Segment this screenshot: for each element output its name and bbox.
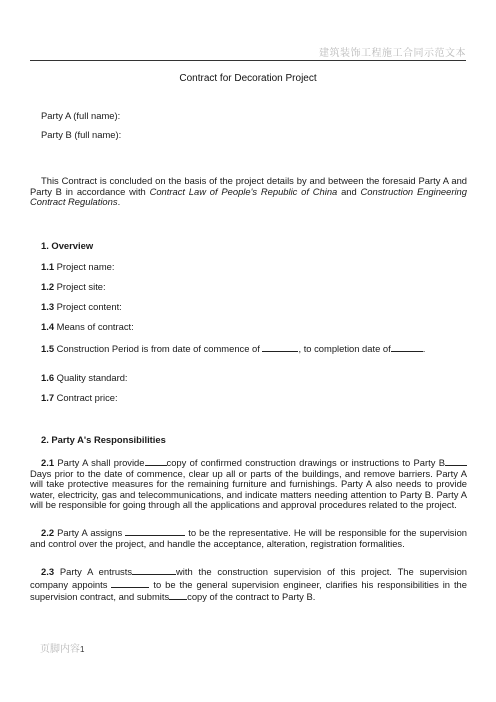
footer-label: 页脚内容 <box>40 644 80 655</box>
clause-text: Project content: <box>54 301 122 312</box>
section-2-heading: 2. Party A's Responsibilities <box>41 434 166 445</box>
clause-text: copy of confirmed construction drawings or instructions to Party B <box>166 457 446 468</box>
clause-text: Days prior to the date of commence, clear up all or parts of the buildings, and remove barriers. Party A will take protective measures for the remaining furniture and furnishings. Party A also needs to provide water, electricity, gas and telecommunications, and indicate matters needing attention to Party B. Party A will be responsible for going through all the applications and approval procedures related to the project. <box>30 467 467 511</box>
intro-text: This Contract is concluded on the basis of the project details by and between the foresaid Party A and Party B in accordance with <box>30 175 467 197</box>
clause-2-1 <box>30 456 467 511</box>
intro-paragraph <box>30 176 467 208</box>
blank-field <box>262 342 298 352</box>
clause-number: 2.2 <box>41 527 55 538</box>
clause-2-3 <box>30 565 467 603</box>
blank-field <box>145 456 167 466</box>
party-a-line: Party A (full name): <box>41 110 121 121</box>
clause-1-6 <box>41 373 467 384</box>
intro-and: and <box>337 185 361 197</box>
clause-1-3 <box>41 302 467 313</box>
clause-number: 1.1 <box>41 261 55 272</box>
blank-field <box>132 565 176 575</box>
clause-1-4 <box>41 322 467 333</box>
party-b-line: Party B (full name): <box>41 129 122 140</box>
clause-text: Construction Period is from date of commence of <box>54 343 263 354</box>
clause-text: Party A assigns <box>54 527 126 538</box>
law-reference-2: Construction Engineering Contract Regulations <box>30 185 467 208</box>
clause-text: Quality standard: <box>54 372 128 383</box>
clause-number: 1.7 <box>41 392 55 403</box>
clause-text: to be the general supervision engineer, clarifies his responsibilities in the supervision contract, and submits <box>30 578 467 603</box>
clause-text: . <box>422 343 426 354</box>
law-reference-1: Contract Law of People's Republic of China <box>149 185 338 197</box>
clause-text: , to completion date of <box>298 343 391 354</box>
clause-1-5 <box>30 342 467 355</box>
clause-text: Party A entrusts <box>54 566 133 577</box>
header-text: 建筑装饰工程施工合同示范文本 <box>319 48 466 59</box>
section-1-heading: 1. Overview <box>41 240 94 251</box>
blank-field <box>111 578 149 588</box>
clause-number: 1.3 <box>41 301 55 312</box>
clause-1-2 <box>41 282 467 293</box>
document-title: Contract for Decoration Project <box>179 73 317 84</box>
clause-1-7 <box>41 393 467 404</box>
clause-text: Party A shall provide <box>54 457 145 468</box>
clause-text: Project name: <box>54 261 115 272</box>
clause-number: 2.3 <box>41 566 55 577</box>
clause-text: with the construction supervision of this project. The supervision company appoints <box>30 566 467 590</box>
clause-number: 1.5 <box>41 343 55 354</box>
clause-number: 1.6 <box>41 372 55 383</box>
page-footer <box>40 640 84 655</box>
clause-2-2 <box>30 526 467 549</box>
blank-field <box>169 590 187 600</box>
blank-field <box>391 342 423 352</box>
clause-number: 1.4 <box>41 321 55 332</box>
clause-text: Means of contract: <box>54 321 134 332</box>
clause-1-1 <box>41 262 467 273</box>
clause-text: Project site: <box>54 281 106 292</box>
clause-text: Contract price: <box>54 392 118 403</box>
intro-end: . <box>117 196 121 208</box>
clause-text: copy of the contract to Party B. <box>187 591 316 603</box>
clause-text: to be the representative. He will be responsible for the supervision and control over the project, and handle the acceptance, alteration, registration formalities. <box>30 527 467 549</box>
clause-number: 1.2 <box>41 281 55 292</box>
page-number: 1 <box>80 645 85 654</box>
clause-number: 2.1 <box>41 457 55 468</box>
blank-field <box>445 456 467 466</box>
blank-field <box>125 526 185 536</box>
header-divider <box>30 60 466 61</box>
